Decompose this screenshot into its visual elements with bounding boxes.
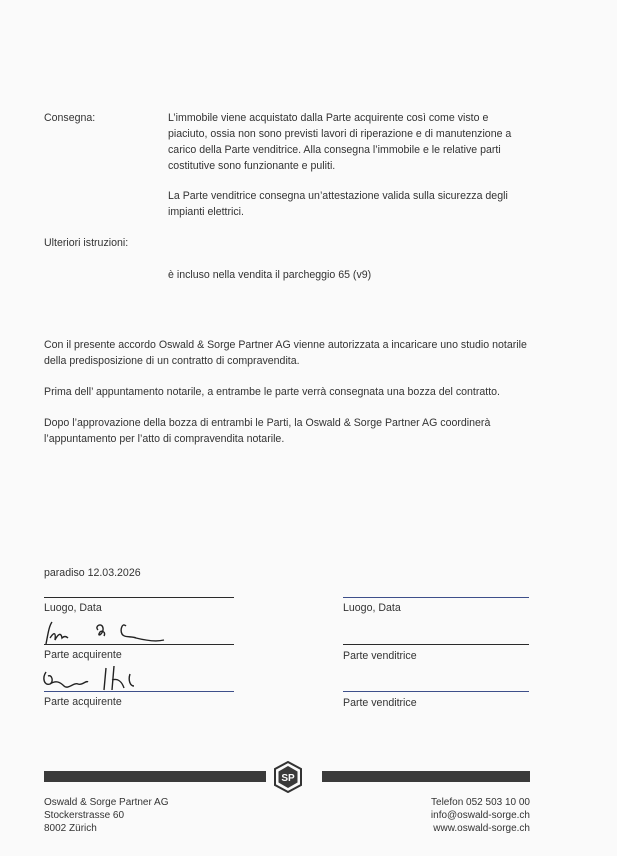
footer-city: 8002 Zürich xyxy=(44,823,97,834)
delivery-text-1: L’immobile viene acquistato dalla Parte acquirente così come visto e piaciuto, ossia non sono previsti lavori di riperazione e di manutenzione a carico della Parte venditrice. Alla consegna l’immobile e le relative parti costitutive sono funzionante e puliti. xyxy=(168,112,512,172)
company-logo xyxy=(273,761,303,793)
buyer-signature-line-1 xyxy=(44,644,234,645)
seller-place-date-label: Luogo, Data xyxy=(343,602,401,614)
footer-street: Stockerstrasse 60 xyxy=(44,810,125,821)
paragraph-approval: Dopo l’approvazione della bozza di entrambi le Parti, la Oswald & Sorge Partner AG coordinerà l’appuntamento per l’atto di compravendita notarile. xyxy=(44,417,491,445)
delivery-text-2: La Parte venditrice consegna un’attestazione valida sulla sicurezza degli impianti elettrici. xyxy=(168,190,508,218)
footer-company: Oswald & Sorge Partner AG xyxy=(44,797,169,808)
buyer-label-1: Parte acquirente xyxy=(44,649,122,661)
further-instructions-text: è incluso nella vendita il parcheggio 65 (v9) xyxy=(168,269,372,281)
buyer-signature-line-2 xyxy=(44,691,234,692)
delivery-label: Consegna: xyxy=(44,112,96,124)
place-date-value: paradiso 12.03.2026 xyxy=(44,567,141,579)
seller-label-2: Parte venditrice xyxy=(343,697,417,709)
seller-signature-line-1 xyxy=(343,644,529,645)
buyer-signature-1 xyxy=(40,614,170,654)
buyer-place-date-label: Luogo, Data xyxy=(44,602,102,614)
buyer-label-2: Parte acquirente xyxy=(44,696,122,708)
paragraph-draft: Prima dell’ appuntamento notarile, a entrambe le parte verrà consegnata una bozza del contratto. xyxy=(44,386,501,398)
footer-website[interactable]: www.oswald-sorge.ch xyxy=(433,823,530,834)
footer-phone: Telefon 052 503 10 00 xyxy=(431,797,530,808)
footer-bar-right xyxy=(322,771,530,782)
paragraph-authorization: Con il presente accordo Oswald & Sorge Partner AG vienne autorizzata a incaricare uno studio notarile della predisposizione di un contratto di compravendita. xyxy=(44,339,527,367)
seller-label-1: Parte venditrice xyxy=(343,650,417,662)
seller-signature-line-2 xyxy=(343,691,529,692)
further-instructions-label: Ulteriori istruzioni: xyxy=(44,237,129,249)
footer-email[interactable]: info@oswald-sorge.ch xyxy=(430,810,530,821)
buyer-date-line xyxy=(44,597,234,598)
company-logo-text: SP xyxy=(281,773,295,784)
seller-date-line xyxy=(343,597,529,598)
footer-bar-left xyxy=(44,771,266,782)
